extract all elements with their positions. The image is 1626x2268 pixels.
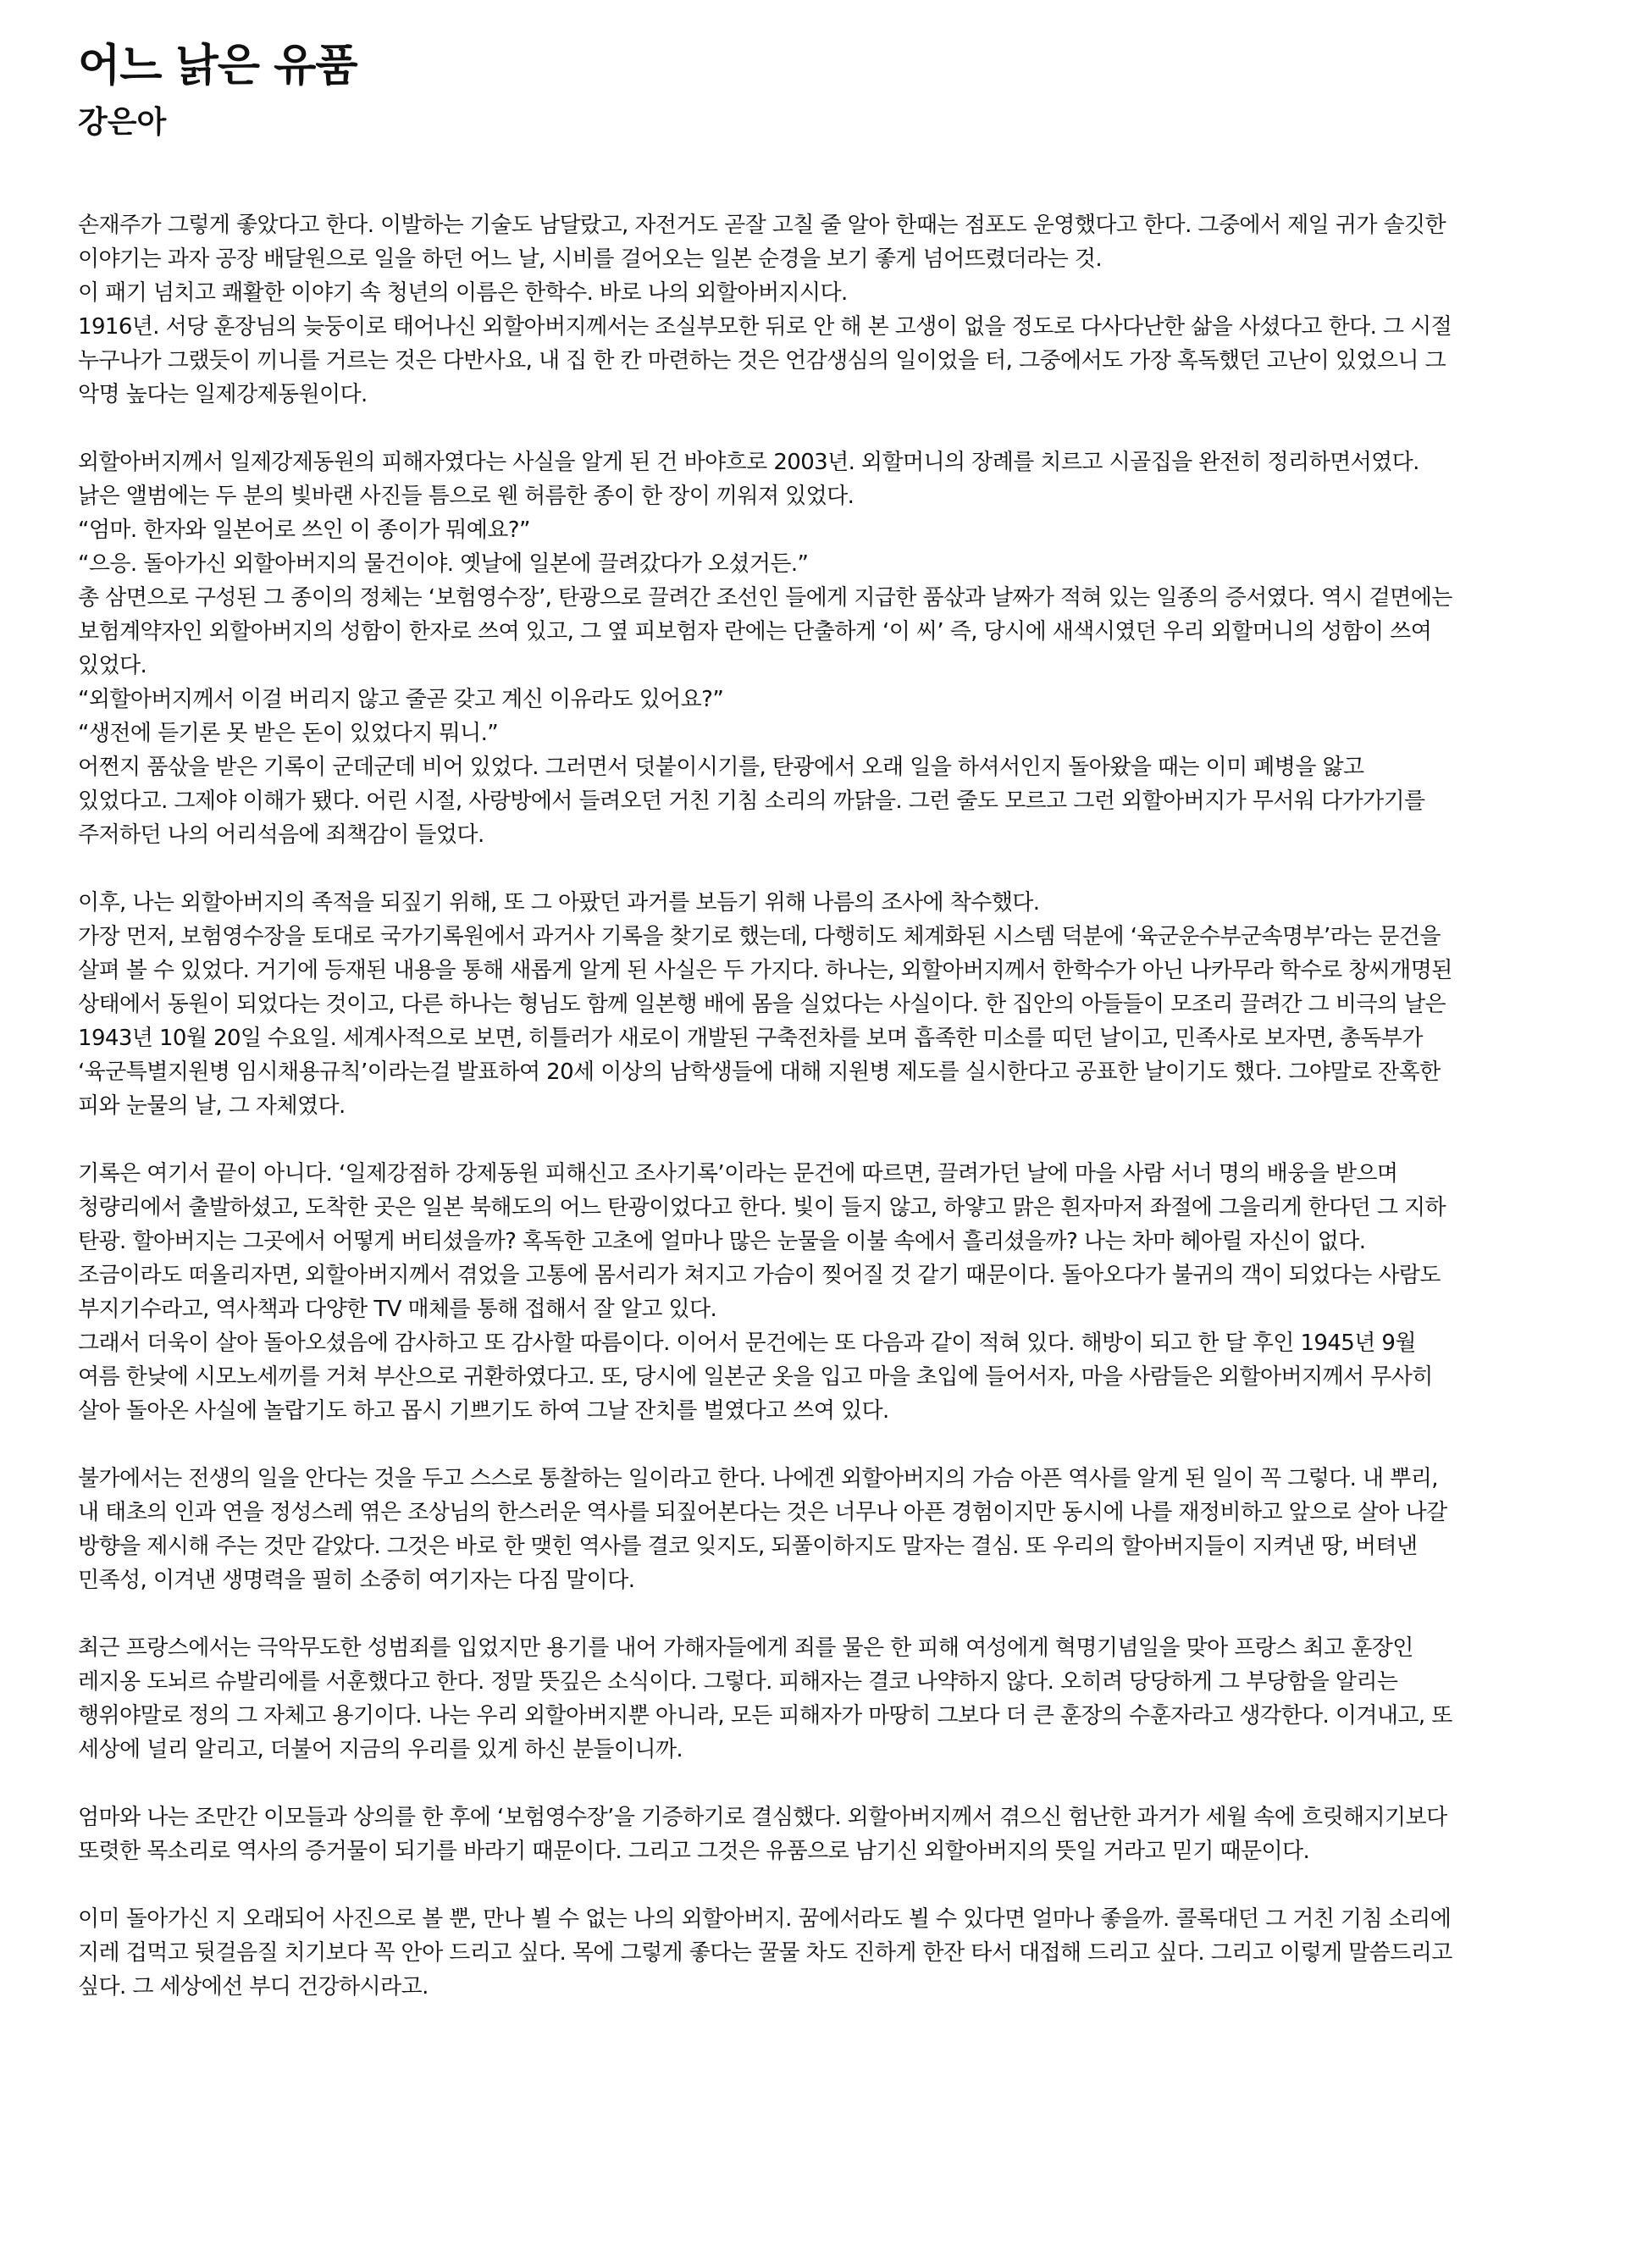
- essay-line: 이미 돌아가신 지 오래되어 사진으로 볼 뿐, 만나 뵐 수 없는 나의 외할아버지. 꿈에서라도 뵐 수 있다면 얼마나 좋을까. 콜록대던 그 거친 기침 소리에: [78, 1906, 1452, 1932]
- essay-line: 주저하던 나의 어리석음에 죄책감이 들었다.: [78, 822, 484, 848]
- paragraph-gap: [78, 1597, 1556, 1631]
- essay-line: 여름 한낮에 시모노세끼를 거쳐 부산으로 귀환하였다고. 또, 당시에 일본군 옷을 입고 마을 초입에 들어서자, 마을 사람들은 외할아버지께서 무사히: [78, 1364, 1433, 1390]
- essay-line: “외할아버지께서 이걸 버리지 않고 줄곧 갖고 계신 이유라도 있어요?”: [78, 687, 724, 712]
- essay-line: 이후, 나는 외할아버지의 족적을 되짚기 위해, 또 그 아팠던 과거를 보듬기 위해 나름의 조사에 착수했다.: [78, 890, 1040, 915]
- essay-line: 외할아버지께서 일제강제동원의 피해자였다는 사실을 알게 된 건 바야흐로 2003년. 외할머니의 장례를 치르고 시골집을 완전히 정리하면서였다.: [78, 450, 1419, 475]
- essay-line: 지레 겁먹고 뒷걸음질 치기보다 꼭 안아 드리고 싶다. 목에 그렇게 좋다는 꿀물 차도 진하게 한잔 타서 대접해 드리고 싶다. 그리고 이렇게 말씀드리고: [78, 1940, 1452, 1966]
- paragraph-gap: [78, 1428, 1556, 1462]
- essay-line: 내 태초의 인과 연을 정성스레 엮은 조상님의 한스러운 역사를 되짚어본다는 것은 너무나 아픈 경험이지만 동시에 나를 재정비하고 앞으로 살아 나갈: [78, 1500, 1447, 1525]
- essay-line: 기록은 여기서 끝이 아니다. ‘일제강점하 강제동원 피해신고 조사기록’이라는 문건에 따르면, 끌려가던 날에 마을 사람 서너 명의 배웅을 받으며: [78, 1161, 1398, 1187]
- essay-line: 있었다.: [78, 653, 147, 678]
- essay-line: 가장 먼저, 보험영수장을 토대로 국가기록원에서 과거사 기록을 찾기로 했는데, 다행히도 체계화된 시스템 덕분에 ‘육군운수부군속명부’라는 문건을: [78, 924, 1441, 949]
- essay-line: 누구나가 그랬듯이 끼니를 거르는 것은 다반사요, 내 집 한 칸 마련하는 것은 언감생심의 일이었을 터, 그중에서도 가장 혹독했던 고난이 있었으니 그: [78, 348, 1446, 373]
- essay-line: “생전에 듣기론 못 받은 돈이 있었다지 뭐니.”: [78, 721, 499, 746]
- essay-line: 이 패기 넘치고 쾌활한 이야기 속 청년의 이름은 한학수. 바로 나의 외할아버지시다.: [78, 280, 848, 306]
- essay-line: 이야기는 과자 공장 배달원으로 일을 하던 어느 날, 시비를 걸어오는 일본 순경을 보기 좋게 넘어뜨렸더라는 것.: [78, 246, 1103, 272]
- essay-line: 손재주가 그렇게 좋았다고 한다. 이발하는 기술도 남달랐고, 자전거도 곧잘 고칠 줄 알아 한때는 점포도 운영했다고 한다. 그중에서 제일 귀가 솔깃한: [78, 213, 1446, 238]
- essay-line: “으응. 돌아가신 외할아버지의 물건이야. 옛날에 일본에 끌려갔다가 오셨거든.”: [78, 551, 809, 577]
- essay-line: ‘육군특별지원병 임시채용규칙’이라는걸 발표하여 20세 이상의 남학생들에 대해 지원병 제도를 실시한다고 공표한 날이기도 했다. 그야말로 잔혹한: [78, 1059, 1441, 1085]
- essay-line: 방향을 제시해 주는 것만 같았다. 그것은 바로 한 맺힌 역사를 결코 잊지도, 되풀이하지도 말자는 결심. 또 우리의 할아버지들이 지켜낸 땅, 버텨낸: [78, 1534, 1418, 1559]
- essay-line: 세상에 널리 알리고, 더불어 지금의 우리를 있게 하신 분들이니까.: [78, 1737, 683, 1762]
- essay-line: 불가에서는 전생의 일을 안다는 것을 두고 스스로 통찰하는 일이라고 한다. 나에겐 외할아버지의 가슴 아픈 역사를 알게 된 일이 꼭 그렇다. 내 뿌리,: [78, 1466, 1438, 1491]
- essay-line: 탄광. 할아버지는 그곳에서 어떻게 버티셨을까? 혹독한 고초에 얼마나 많은 눈물을 이불 속에서 흘리셨을까? 나는 차마 헤아릴 자신이 없다.: [78, 1229, 1366, 1254]
- essay-line: 조금이라도 떠올리자면, 외할아버지께서 겪었을 고통에 몸서리가 쳐지고 가슴이 찢어질 것 같기 때문이다. 돌아오다가 불귀의 객이 되었다는 사람도: [78, 1263, 1441, 1288]
- author-name: 강은아: [78, 105, 167, 140]
- paragraph-gap: [78, 1767, 1556, 1801]
- paragraph-gap: [78, 1868, 1556, 1902]
- essay-line: 레지옹 도뇌르 슈발리에를 서훈했다고 한다. 정말 뜻깊은 소식이다. 그렇다. 피해자는 결코 나약하지 않다. 오히려 당당하게 그 부당함을 알리는: [78, 1669, 1398, 1695]
- essay-line: 민족성, 이겨낸 생명력을 필히 소중히 여기자는 다짐 말이다.: [78, 1568, 635, 1593]
- essay-line: 악명 높다는 일제강제동원이다.: [78, 382, 368, 407]
- essay-line: 1943년 10월 20일 수요일. 세계사적으로 보면, 히틀러가 새로이 개발된 구축전차를 보며 흡족한 미소를 띠던 날이고, 민족사로 보자면, 총독부가: [78, 1026, 1423, 1051]
- essay-line: 청량리에서 출발하셨고, 도착한 곳은 일본 북해도의 어느 탄광이었다고 한다. 빛이 들지 않고, 하얗고 맑은 흰자마저 좌절에 그을리게 한다던 그 지하: [78, 1195, 1446, 1220]
- essay-line: 살아 돌아온 사실에 놀랍기도 하고 몹시 기쁘기도 하여 그날 잔치를 벌였다고 쓰여 있다.: [78, 1398, 889, 1424]
- document: [78, 37, 1556, 2004]
- essay-line: 어쩐지 품삯을 받은 기록이 군데군데 비어 있었다. 그러면서 덧붙이시기를, 탄광에서 오래 일을 하셔서인지 돌아왔을 때는 이미 폐병을 앓고: [78, 755, 1364, 780]
- essay-line: 부지기수라고, 역사책과 다양한 TV 매체를 통해 접해서 잘 알고 있다.: [78, 1297, 717, 1322]
- essay-line: 싶다. 그 세상에선 부디 건강하시라고.: [78, 1974, 429, 2000]
- essay-line: 보험계약자인 외할아버지의 성함이 한자로 쓰여 있고, 그 옆 피보험자 란에는 단출하게 ‘이 씨’ 즉, 당시에 새색시였던 우리 외할머니의 성함이 쓰여: [78, 619, 1432, 644]
- essay-line: 행위야말로 정의 그 자체고 용기이다. 나는 우리 외할아버지뿐 아니라, 모든 피해자가 마땅히 그보다 더 큰 훈장의 수훈자라고 생각한다. 이겨내고, 또: [78, 1703, 1452, 1729]
- paragraph-gap: [78, 1123, 1556, 1157]
- essay-line: 낡은 앨범에는 두 분의 빛바랜 사진들 틈으로 웬 허름한 종이 한 장이 끼워져 있었다.: [78, 484, 854, 509]
- essay-line: 엄마와 나는 조만간 이모들과 상의를 한 후에 ‘보험영수장’을 기증하기로 결심했다. 외할아버지께서 겪으신 험난한 과거가 세월 속에 흐릿해지기보다: [78, 1805, 1447, 1830]
- essay-line: 총 삼면으로 구성된 그 종이의 정체는 ‘보험영수장’, 탄광으로 끌려간 조선인 들에게 지급한 품삯과 날짜가 적혀 있는 일종의 증서였다. 역시 겉면에는: [78, 585, 1452, 611]
- paragraph-gap: [78, 412, 1556, 445]
- essay-line: 최근 프랑스에서는 극악무도한 성범죄를 입었지만 용기를 내어 가해자들에게 죄를 물은 한 피해 여성에게 혁명기념일을 맞아 프랑스 최고 훈장인: [78, 1635, 1413, 1661]
- essay-line: “엄마. 한자와 일본어로 쓰인 이 종이가 뭐예요?”: [78, 517, 530, 543]
- essay-line: 살펴 볼 수 있었다. 거기에 등재된 내용을 통해 새롭게 알게 된 사실은 두 가지다. 하나는, 외할아버지께서 한학수가 아닌 나카무라 학수로 창씨개명된: [78, 958, 1452, 983]
- essay-line: 그래서 더욱이 살아 돌아오셨음에 감사하고 또 감사할 따름이다. 이어서 문건에는 또 다음과 같이 적혀 있다. 해방이 되고 한 달 후인 1945년 9월: [78, 1330, 1416, 1356]
- essay-line: 또렷한 목소리로 역사의 증거물이 되기를 바라기 때문이다. 그리고 그것은 유품으로 남기신 외할아버지의 뜻일 거라고 믿기 때문이다.: [78, 1839, 1310, 1864]
- essay-line: 피와 눈물의 날, 그 자체였다.: [78, 1093, 346, 1119]
- essay-line: 1916년. 서당 훈장님의 늦둥이로 태어나신 외할아버지께서는 조실부모한 뒤로 안 해 본 고생이 없을 정도로 다사다난한 삶을 사셨다고 한다. 그 시절: [78, 314, 1452, 340]
- essay-line: 있었다고. 그제야 이해가 됐다. 어린 시절, 사랑방에서 들려오던 거친 기침 소리의 까닭을. 그런 줄도 모르고 그런 외할아버지가 무서워 다가가기를: [78, 788, 1425, 814]
- essay-body: [78, 208, 1556, 2004]
- essay-line: 상태에서 동원이 되었다는 것이고, 다른 하나는 형님도 함께 일본행 배에 몸을 실었다는 사실이다. 한 집안의 아들들이 모조리 끌려간 그 비극의 날은: [78, 992, 1446, 1017]
- document-title: 어느 낡은 유품: [78, 41, 357, 91]
- paragraph-gap: [78, 852, 1556, 886]
